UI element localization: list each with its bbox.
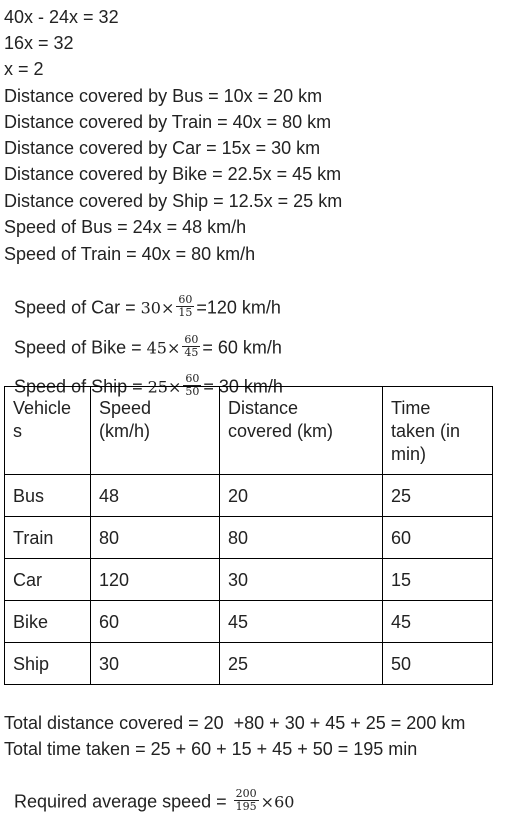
table-row bbox=[5, 475, 493, 517]
equation-line-3: x = 2 bbox=[4, 59, 44, 79]
total-distance-line: Total distance covered = 20 +80 + 30 + 45 + 25 = 200 km bbox=[4, 713, 466, 733]
header-vehicles: Vehicle s bbox=[5, 387, 91, 475]
distance-train-line: Distance covered by Train = 40x = 80 km bbox=[4, 112, 332, 132]
speed-car-prefix: Speed of Car = bbox=[14, 297, 141, 318]
average-speed-multiplier: ×60 bbox=[260, 792, 295, 812]
fraction-numerator: 200 bbox=[235, 787, 257, 800]
cell-vehicle: Train bbox=[5, 517, 91, 559]
speed-bike-prefix: Speed of Bike = bbox=[14, 337, 147, 358]
fraction-denominator: 50 bbox=[185, 385, 200, 398]
table-row bbox=[5, 643, 493, 685]
cell-speed: 80 bbox=[91, 517, 220, 559]
speed-bus-line: Speed of Bus = 24x = 48 km/h bbox=[4, 217, 247, 237]
cell-distance: 80 bbox=[220, 517, 383, 559]
vehicle-table bbox=[4, 386, 493, 685]
total-time-line: Total time taken = 25 + 60 + 15 + 45 + 50 = 195 min bbox=[4, 739, 418, 759]
cell-distance: 25 bbox=[220, 643, 383, 685]
fraction-denominator: 195 bbox=[235, 800, 257, 813]
fraction-denominator: 15 bbox=[178, 306, 193, 319]
cell-vehicle: Ship bbox=[5, 643, 91, 685]
cell-distance: 30 bbox=[220, 559, 383, 601]
fraction-numerator: 60 bbox=[185, 372, 200, 385]
cell-vehicle: Bike bbox=[5, 601, 91, 643]
average-speed-fraction bbox=[234, 788, 259, 813]
fraction-numerator: 60 bbox=[178, 293, 193, 306]
table-row bbox=[5, 517, 493, 559]
cell-distance: 45 bbox=[220, 601, 383, 643]
speed-car-result: =120 km/h bbox=[196, 297, 281, 318]
cell-time: 15 bbox=[383, 559, 493, 601]
cell-time: 25 bbox=[383, 475, 493, 517]
cell-time: 45 bbox=[383, 601, 493, 643]
speed-ship-factor: 25× bbox=[147, 377, 182, 397]
equation-line-1: 40x - 24x = 32 bbox=[4, 7, 119, 27]
cell-time: 60 bbox=[383, 517, 493, 559]
cell-speed: 120 bbox=[91, 559, 220, 601]
fraction-numerator: 60 bbox=[184, 333, 199, 346]
speed-train-line: Speed of Train = 40x = 80 km/h bbox=[4, 244, 256, 264]
speed-bike-factor: 45× bbox=[146, 338, 181, 358]
cell-speed: 60 bbox=[91, 601, 220, 643]
fraction-denominator: 45 bbox=[184, 346, 199, 359]
header-speed: Speed (km/h) bbox=[91, 387, 220, 475]
header-distance: Distance covered (km) bbox=[220, 387, 383, 475]
speed-car-factor: 30× bbox=[140, 298, 175, 318]
cell-distance: 20 bbox=[220, 475, 383, 517]
speed-bike-result: = 60 km/h bbox=[202, 337, 282, 358]
cell-time: 50 bbox=[383, 643, 493, 685]
speed-ship-result: = 30 km/h bbox=[203, 376, 283, 397]
table-row bbox=[5, 601, 493, 643]
distance-ship-line: Distance covered by Ship = 12.5x = 25 km bbox=[4, 191, 343, 211]
average-speed-prefix: Required average speed = bbox=[14, 791, 232, 812]
average-speed-line bbox=[4, 768, 294, 815]
distance-car-line: Distance covered by Car = 15x = 30 km bbox=[4, 138, 321, 158]
header-time: Time taken (in min) bbox=[383, 387, 493, 475]
equation-line-2: 16x = 32 bbox=[4, 33, 74, 53]
cell-speed: 30 bbox=[91, 643, 220, 685]
distance-bike-line: Distance covered by Bike = 22.5x = 45 km bbox=[4, 164, 342, 184]
cell-speed: 48 bbox=[91, 475, 220, 517]
distance-bus-line: Distance covered by Bus = 10x = 20 km bbox=[4, 86, 323, 106]
cell-vehicle: Car bbox=[5, 559, 91, 601]
table-header-row bbox=[5, 387, 493, 475]
cell-vehicle: Bus bbox=[5, 475, 91, 517]
speed-ship-prefix: Speed of Ship = bbox=[14, 376, 148, 397]
table-row bbox=[5, 559, 493, 601]
